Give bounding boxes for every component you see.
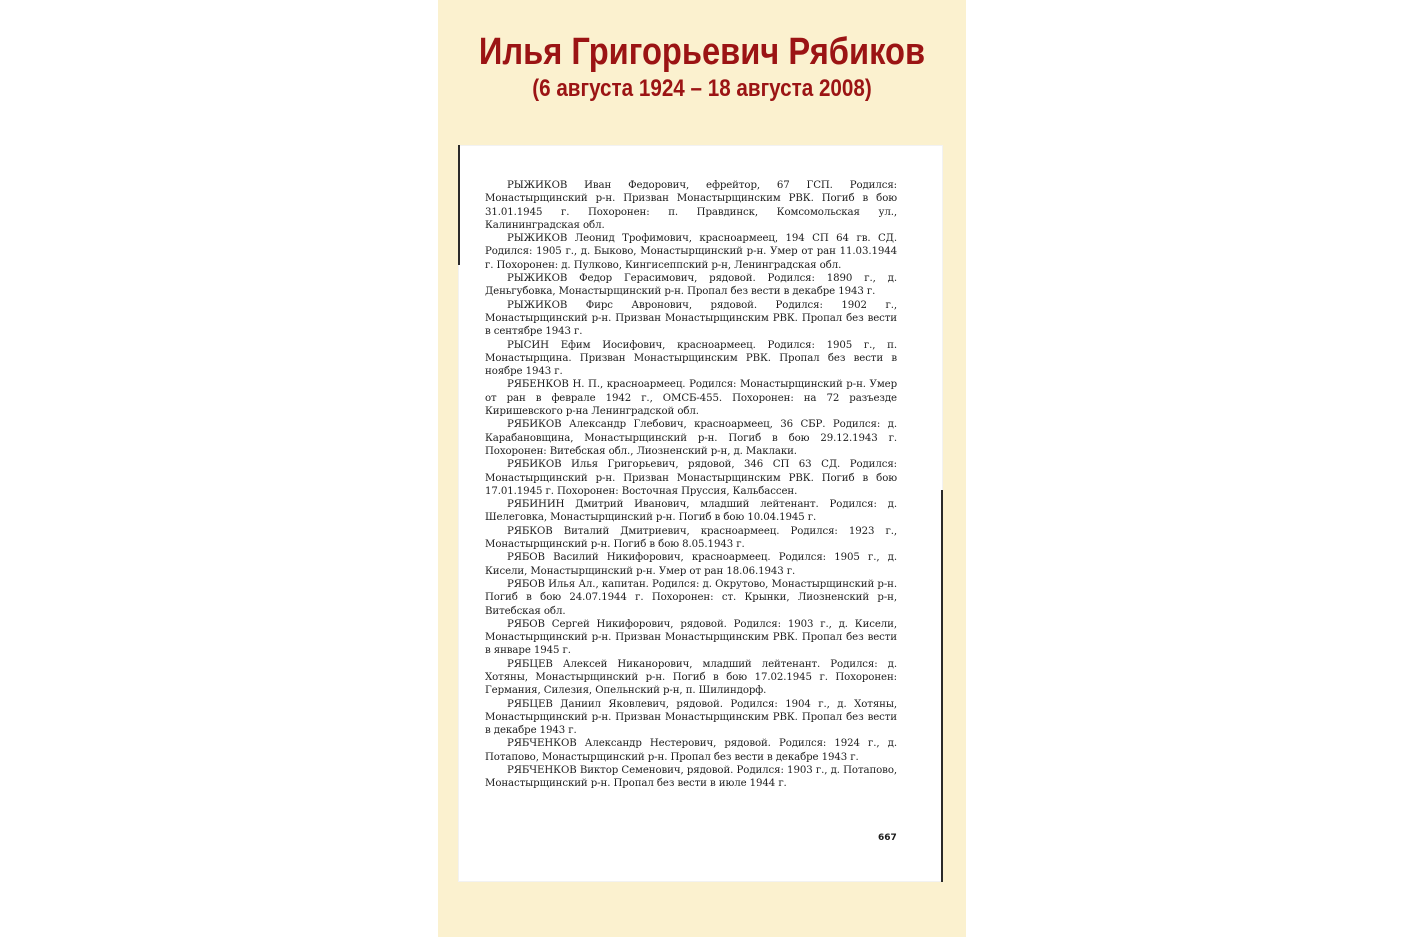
list-item: РЯБОВ Василий Никифорович, красноармеец. Родился: 1905 г., д. Кисели, Монастырщинский р-н. Умер от ран 18.06.1943 г. [485,552,897,577]
list-item: РЫЖИКОВ Федор Герасимович, рядовой. Родился: 1890 г., д. Деньгубовка, Монастырщинский р-н. Пропал без вести в декабре 1943 г. [485,273,897,298]
list-item: РЯБИНИН Дмитрий Иванович, младший лейтенант. Родился: д. Шелеговка, Монастырщинский р-н. Погиб в бою 10.04.1945 г. [485,499,897,524]
list-item: РЯБЕНКОВ Н. П., красноармеец. Родился: Монастырщинский р-н. Умер от ран в феврале 1942 г., ОМСБ-455. Похоронен: на 72 разъезде Киришевского р-на Ленинградской обл. [485,379,897,418]
list-item: РЯБЦЕВ Даниил Яковлевич, рядовой. Родился: 1904 г., д. Хотяны, Монастырщинский р-н. Призван Монастырщинским РВК. Пропал без вести в декабре 1943 г. [485,698,897,737]
list-item: РЫЖИКОВ Леонид Трофимович, красноармеец, 194 СП 64 гв. СД. Родился: 1905 г., д. Быково, Монастырщинский р-н. Умер от ран 11.03.1944 г. Похоронен: д. Пулково, Кингисеппский р-н, Ленинградская обл. [485,233,897,271]
list-item: РЯБЧЕНКОВ Виктор Семенович, рядовой. Родился: 1903 г., д. Потапово, Монастырщинский р-н. Пропал без вести в июле 1944 г. [485,765,897,790]
list-item: РЯБОВ Сергей Никифорович, рядовой. Родился: 1903 г., д. Кисели, Монастырщинский р-н. Призван Монастырщинским РВК. Пропал без вести в январе 1945 г. [485,618,897,657]
casualty-entries-list [485,179,897,791]
list-item: РЫСИН Ефим Иосифович, красноармеец. Родился: 1905 г., п. Монастырщина. Призван Монастырщинским РВК. Пропал без вести в ноябре 1943 г. [485,339,897,378]
list-item: РЫЖИКОВ Фирс Авронович, рядовой. Родился: 1902 г., Монастырщинский р-н. Призван Монастырщинским РВК. Пропал без вести в сентябре 1943 г. [485,299,897,338]
scan-edge-left [458,145,460,265]
list-item: РЯБОВ Илья Ал., капитан. Родился: д. Окрутово, Монастырщинский р-н. Погиб в бою 24.07.1944 г. Похоронен: ст. Крынки, Лиозненский р-н, Витебская обл. [485,578,897,617]
person-name-title: Илья Григорьевич Рябиков [478,31,926,73]
list-item: РЯБИКОВ Александр Глебович, красноармеец, 36 СБР. Родился: д. Карабановщина, Монастырщинский р-н. Погиб в бою 29.12.1943 г. Похоронен: Витебская обл., Лиозненский р-н, д. Маклаки. [485,419,897,457]
list-item: РЯБКОВ Виталий Дмитриевич, красноармеец. Родился: 1923 г., Монастырщинский р-н. Погиб в бою 8.05.1943 г. [485,525,897,551]
list-item-highlighted-person: РЯБИКОВ Илья Григорьевич, рядовой, 346 СП 63 СД. Родился: Монастырщинский р-н. Призван Монастырщинским РВК. Погиб в бою 17.01.1945 г. Похоронен: Восточная Пруссия, Кальбассен. [485,459,897,497]
life-dates-subtitle: (6 августа 1924 – 18 августа 2008) [532,75,872,102]
list-item: РЫЖИКОВ Иван Федорович, ефрейтор, 67 ГСП. Родился: Монастырщинский р-н. Призван Монастырщинским РВК. Погиб в бою 31.01.1945 г. Похоронен: п. Правдинск, Комсомольская ул., Калининградская обл. [485,180,897,231]
list-item: РЯБЦЕВ Алексей Никанорович, младший лейтенант. Родился: д. Хотяны, Монастырщинский р-н. Погиб в бою 17.02.1945 г. Похоронен: Германия, Силезия, Опельнский р-н, п. Шилиндорф. [485,658,897,697]
list-item: РЯБЧЕНКОВ Александр Нестерович, рядовой. Родился: 1924 г., д. Потапово, Монастырщинский р-н. Пропал без вести в декабре 1943 г. [485,738,897,763]
scanned-book-page [458,145,943,882]
page-number: 667 [878,833,897,843]
scan-edge-right [941,490,943,882]
